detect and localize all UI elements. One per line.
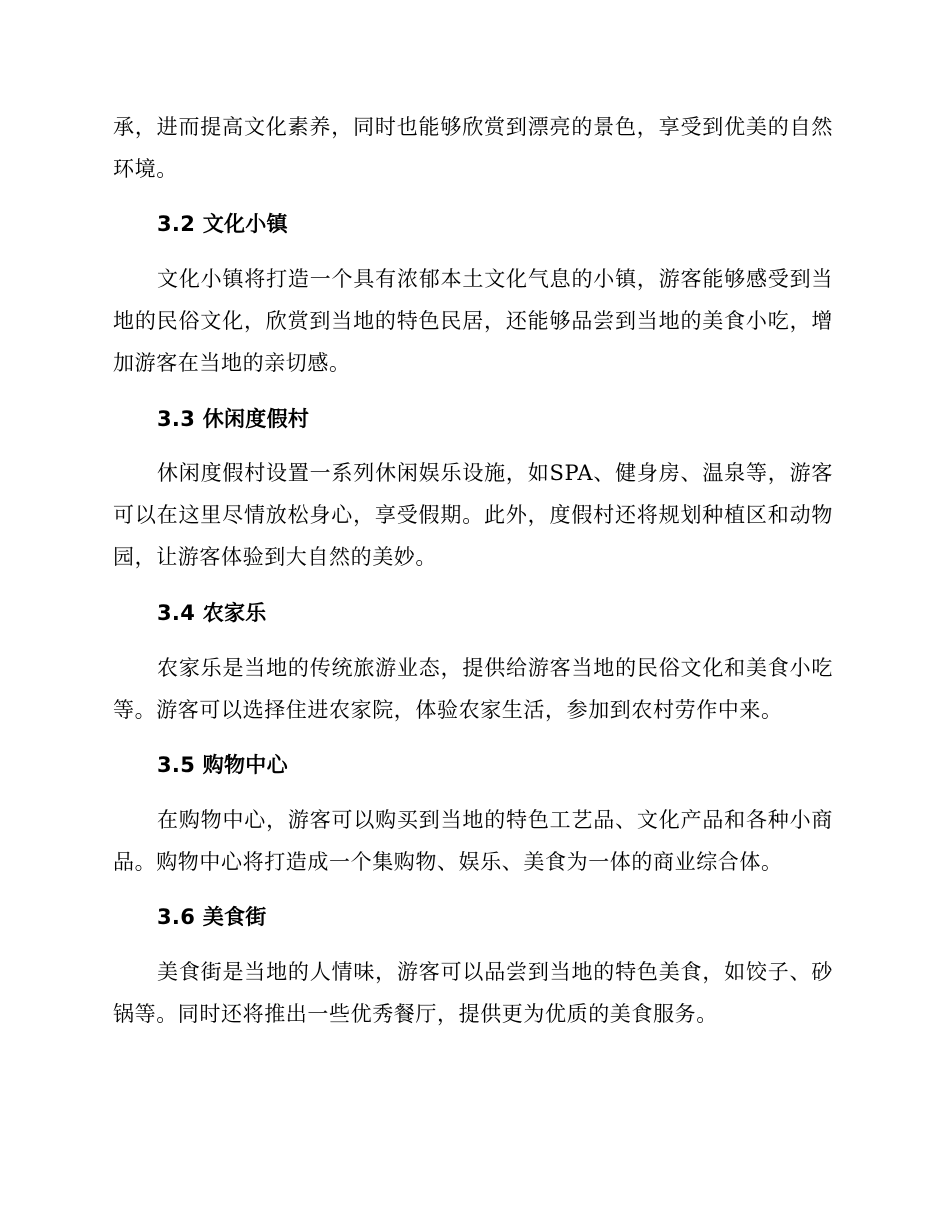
section-body-3-4: 农家乐是当地的传统旅游业态，提供给游客当地的民俗文化和美食小吃等。游客可以选择住进农家院，体验农家生活，参加到农村劳作中来。 [113,656,833,722]
section-heading-3-2: 3.2 文化小镇 [157,212,288,236]
section-heading-3-6: 3.6 美食街 [157,905,267,929]
continuation-paragraph: 承，进而提高文化素养，同时也能够欣赏到漂亮的景色，享受到优美的自然环境。 [113,115,833,181]
section-body-3-6: 美食街是当地的人情味，游客可以品尝到当地的特色美食，如饺子、砂锅等。同时还将推出一些优秀餐厅，提供更为优质的美食服务。 [113,960,833,1026]
section-body-3-5: 在购物中心，游客可以购买到当地的特色工艺品、文化产品和各种小商品。购物中心将打造成一个集购物、娱乐、美食为一体的商业综合体。 [113,808,833,874]
section-body-3-2: 文化小镇将打造一个具有浓郁本土文化气息的小镇，游客能够感受到当地的民俗文化，欣赏到当地的特色民居，还能够品尝到当地的美食小吃，增加游客在当地的亲切感。 [113,267,833,375]
section-body-3-3: 休闲度假村设置一系列休闲娱乐设施，如SPA、健身房、温泉等，游客可以在这里尽情放松身心，享受假期。此外，度假村还将规划种植区和动物园，让游客体验到大自然的美妙。 [113,461,833,569]
section-heading-3-5: 3.5 购物中心 [157,753,288,777]
section-heading-3-4: 3.4 农家乐 [157,601,267,625]
section-heading-3-3: 3.3 休闲度假村 [157,407,310,431]
